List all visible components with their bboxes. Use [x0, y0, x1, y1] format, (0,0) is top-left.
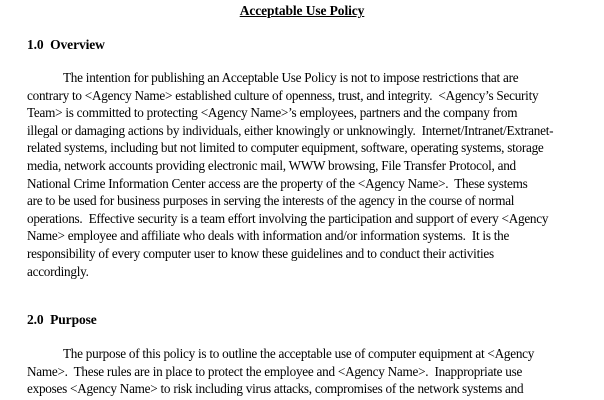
overview-paragraph [27, 69, 597, 280]
section-heading-purpose: 2.0 Purpose [27, 312, 97, 327]
paragraph-line: operations. Effective security is a team effort involving the participation and support of every <Agency [27, 210, 549, 226]
paragraph-line: related systems, including but not limited to computer equipment, software, operating systems, storage [27, 140, 544, 156]
paragraph-line: are to be used for business purposes in serving the interests of the agency in the course of normal [27, 193, 515, 209]
paragraph-line: accordingly. [27, 263, 89, 279]
paragraph-line: Team> is committed to protecting <Agency Name>’s employees, partners and the company from [27, 105, 518, 121]
document-title: Acceptable Use Policy [239, 3, 365, 18]
paragraph-line: media, network accounts providing electronic mail, WWW browsing, File Transfer Protocol, and [27, 157, 516, 173]
paragraph-line: National Crime Information Center access are the property of the <Agency Name>. These systems [27, 175, 528, 191]
paragraph-line: contrary to <Agency Name> established culture of openness, trust, and integrity. <Agency’s Security [27, 87, 539, 103]
paragraph-line: The intention for publishing an Acceptable Use Policy is not to impose restrictions that are [63, 70, 519, 85]
paragraph-line: illegal or damaging actions by individuals, either knowingly or unknowingly. Internet/Intranet/Extranet- [27, 122, 554, 138]
paragraph-line: The purpose of this policy is to outline the acceptable use of computer equipment at <Agency [63, 346, 535, 361]
section-heading-overview: 1.0 Overview [27, 37, 105, 52]
paragraph-line: Name>. These rules are in place to protect the employee and <Agency Name>. Inappropriate use [27, 363, 523, 379]
paragraph-line: responsibility of every computer user to know these guidelines and to conduct their activities [27, 245, 494, 261]
paragraph-line: Name> employee and affiliate who deals with information and/or information systems. It is the [27, 228, 510, 244]
purpose-paragraph [27, 345, 597, 398]
paragraph-line: exposes <Agency Name> to risk including virus attacks, compromises of the network systems and [27, 381, 524, 397]
